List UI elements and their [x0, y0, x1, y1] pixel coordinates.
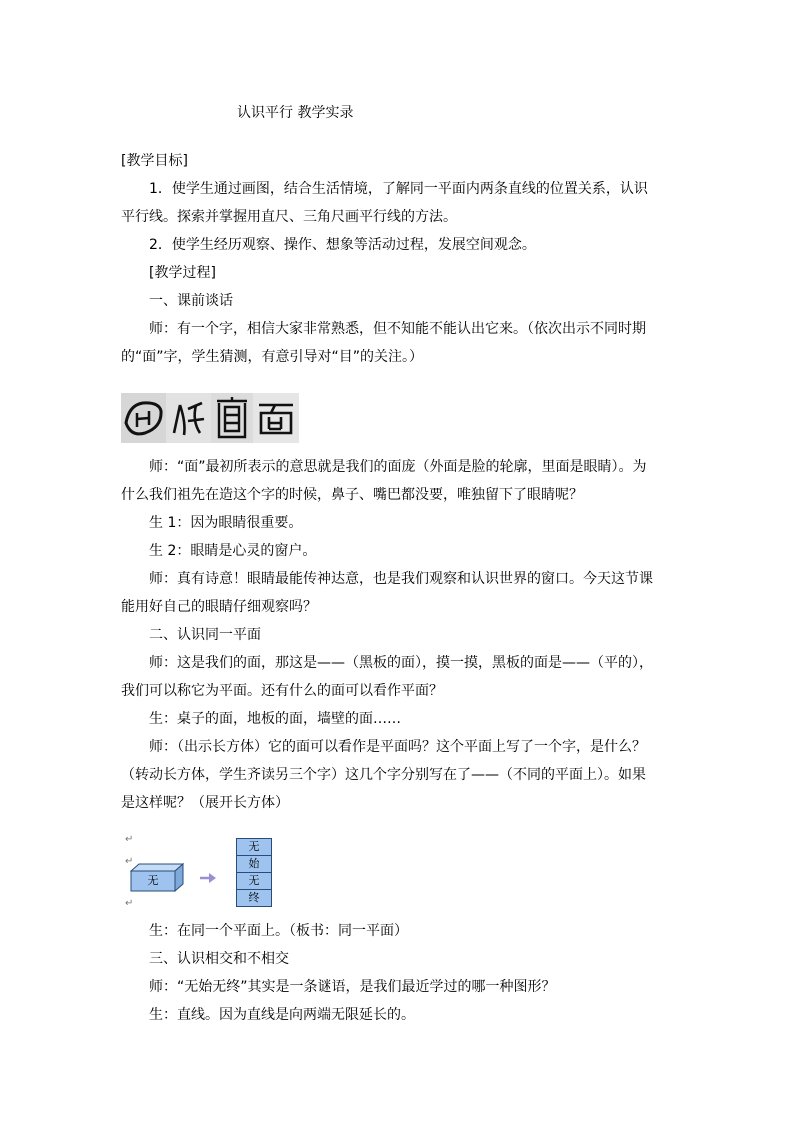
clerical-script-glyph	[253, 393, 299, 443]
paragraph-line: 平行线。探索并掌握用直尺、三角尺画平行线的方法。	[121, 209, 457, 225]
oracle-script-glyph	[121, 393, 166, 443]
dialogue-line: 生 2：眼睛是心灵的窗户。	[149, 543, 317, 559]
dialogue-line: 生：桌子的面，地板的面，墙壁的面……	[149, 711, 401, 727]
paragraph-line: 师：真有诗意！眼睛最能传神达意，也是我们观察和认识世界的窗口。今天这节课	[149, 571, 653, 587]
face-cell: 终	[236, 889, 272, 907]
paragraph-line: 师：“无始无终”其实是一条谜语，是我们最近学过的哪一种图形？	[149, 979, 556, 995]
character-evolution-figure	[121, 393, 299, 443]
paragraph-line: 1．使学生通过画图，结合生活情境，了解同一平面内两条直线的位置关系，认识	[149, 181, 648, 197]
page-title: 认识平行 教学实录	[237, 105, 354, 121]
section-heading: 三、认识相交和不相交	[149, 951, 289, 967]
unfolded-faces-figure	[236, 838, 272, 907]
cuboid-face-char: 无	[147, 874, 159, 887]
section-heading: [教学过程]	[149, 265, 216, 281]
arrow-right-icon	[199, 871, 217, 885]
paragraph-line: 能用好自己的眼睛仔细观察吗？	[121, 599, 317, 615]
paragraph-mark: ↵	[125, 856, 134, 867]
paragraph-mark: ↵	[125, 834, 134, 845]
face-cell: 始	[236, 855, 272, 873]
paragraph-line: 2．使学生经历观察、操作、想象等活动过程，发展空间观念。	[149, 237, 536, 253]
paragraph-line: 师：有一个字，相信大家非常熟悉，但不知能不能认出它来。（依次出示不同时期	[149, 321, 646, 337]
paragraph-line: （转动长方体，学生齐读另三个字）这几个字分别写在了——（不同的平面上）。如果	[121, 767, 646, 783]
cuboid-figure	[130, 862, 184, 896]
paragraph-line: 的“面”字，学生猜测，有意引导对“目”的关注。）	[121, 349, 424, 365]
seal-script-glyph	[211, 393, 253, 443]
section-heading: 一、课前谈话	[149, 293, 233, 309]
paragraph-mark: ↵	[125, 898, 134, 909]
dialogue-line: 生 1：因为眼睛很重要。	[149, 515, 303, 531]
paragraph-line: [教学目标]	[121, 153, 188, 169]
paragraph-line: 师：（出示长方体）它的面可以看作是平面吗？这个平面上写了一个字，是什么？	[149, 739, 646, 755]
dialogue-line: 生：在同一个平面上。（板书：同一平面）	[149, 923, 408, 939]
paragraph-line: 我们可以称它为平面。还有什么的面可以看作平面？	[121, 683, 443, 699]
paragraph-line: 是这样呢？（展开长方体）	[121, 795, 289, 811]
paragraph-line: 师：这是我们的面，那这是——（黑板的面），摸一摸，黑板的面是——（平的），	[149, 655, 653, 671]
paragraph-line: 什么我们祖先在造这个字的时候，鼻子、嘴巴都没要，唯独留下了眼睛呢？	[121, 487, 583, 503]
face-cell: 无	[236, 872, 272, 890]
section-heading: 二、认识同一平面	[149, 627, 261, 643]
paragraph-line: 师：“面”最初所表示的意思就是我们的面庞（外面是脸的轮廓，里面是眼睛）。为	[149, 459, 647, 475]
face-cell: 无	[236, 838, 272, 856]
bronze-script-glyph	[166, 393, 211, 443]
dialogue-line: 生：直线。因为直线是向两端无限延长的。	[149, 1007, 415, 1023]
